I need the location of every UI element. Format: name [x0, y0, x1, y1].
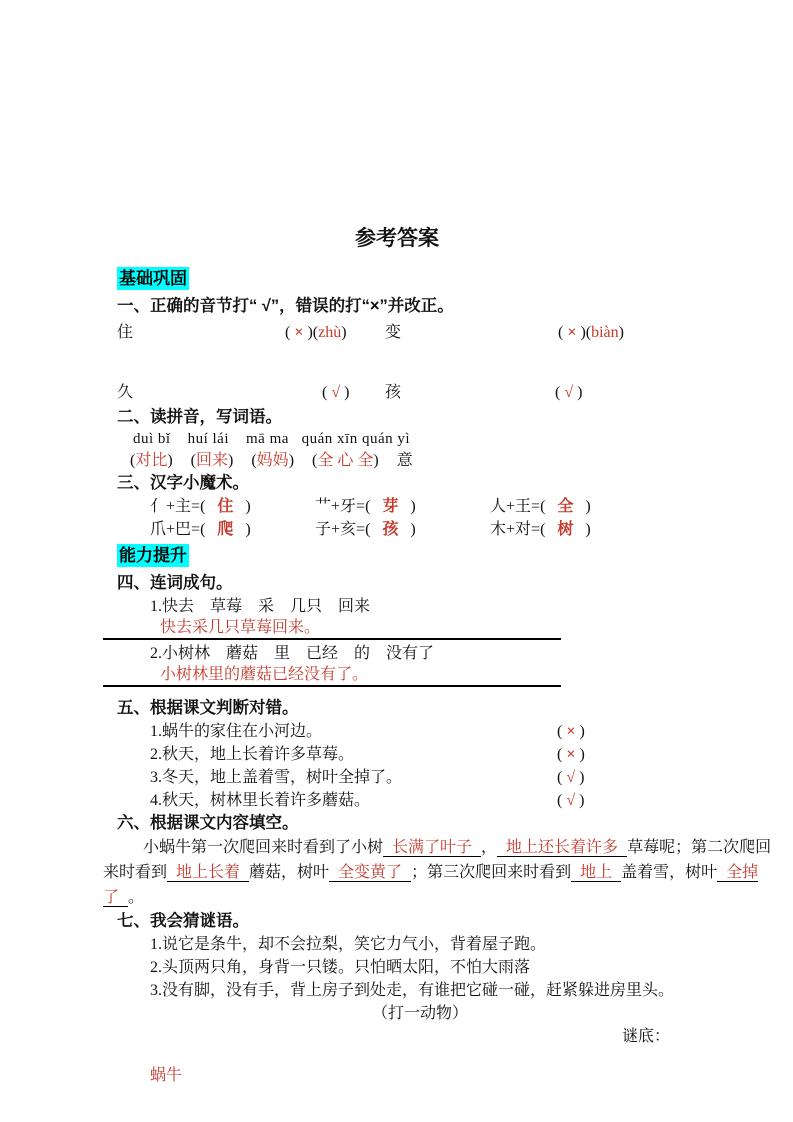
paren-open: (: [540, 521, 546, 538]
cross-mark: ×: [294, 324, 304, 341]
char-equation: 子+亥=: [315, 521, 366, 538]
badge-row-basic: [117, 267, 757, 290]
q5-item: [150, 720, 757, 743]
q2-tail-char: 意: [396, 452, 413, 469]
paren-open: (: [365, 521, 371, 538]
blank-answer: 全变黄了: [338, 864, 403, 881]
paren-close: ): [410, 521, 416, 538]
q1-answer-group1: [285, 321, 347, 344]
pinyin-correction: biàn: [591, 324, 619, 341]
fill-blank: [167, 864, 249, 882]
q5-item: [150, 743, 757, 766]
paragraph-text: 。: [128, 889, 145, 906]
word-answer: 全 心 全: [317, 452, 374, 469]
paren-open: (: [557, 769, 563, 786]
riddle-hint: （打一动物）: [372, 1005, 469, 1022]
q1-heading: 一、正确的音节打“ √”，错误的打“×”并改正。: [117, 297, 454, 315]
q1-word4: 孩: [385, 384, 402, 401]
paren-open: (: [312, 452, 318, 469]
q1-word1: 住: [117, 324, 134, 341]
q2-pinyin-row: duì bǐ huí lái mā ma quán xīn quán yì: [133, 431, 411, 447]
q3-cell: [315, 495, 416, 518]
word-answer: 妈妈: [256, 452, 289, 469]
q7-heading: 七、我会猜谜语。: [117, 912, 249, 930]
char-equation: 亻+主=: [150, 498, 201, 515]
cross-mark: ×: [566, 746, 576, 763]
char-answer: 孩: [382, 521, 399, 538]
judge-mark-group: [557, 789, 584, 812]
paren-close: ): [580, 324, 586, 341]
paren-close: ): [579, 769, 585, 786]
paren-open: (: [285, 324, 291, 341]
statement-text: 3.冬天，地上盖着雪，树叶全掉了。: [150, 769, 403, 786]
document-content: [103, 226, 772, 1087]
cross-mark: ×: [567, 324, 577, 341]
paren-open: (: [558, 324, 564, 341]
check-mark: √: [566, 769, 576, 786]
fill-blank: [497, 839, 627, 857]
blank-answer: 地上: [580, 864, 613, 881]
paren-open: (: [130, 452, 136, 469]
section-badge-advanced: 能力提升: [119, 546, 187, 565]
word-answer: 对比: [135, 452, 168, 469]
paren-close: ): [585, 521, 591, 538]
paren-open: (: [251, 452, 257, 469]
paren-close: ): [373, 452, 379, 469]
sentence-answer: 小树林里的蘑菇已经没有了。: [160, 666, 369, 683]
paren-close: ): [579, 746, 585, 763]
q1-row1: [117, 321, 757, 344]
q6-fill-in-paragraph: [103, 835, 781, 910]
badge-row-advanced: [117, 544, 757, 567]
riddle-answer-label: 谜底：: [622, 1028, 671, 1045]
check-mark: √: [566, 792, 576, 809]
q1-answer-group4: [555, 381, 582, 404]
q3-row2: [150, 518, 757, 541]
paren-open: (: [585, 324, 592, 341]
fill-blank: [571, 864, 621, 882]
q2-answer-row: [130, 450, 757, 472]
q3-cell: [150, 495, 251, 518]
sentence-answer: 快去采几只草莓回来。: [160, 619, 321, 636]
riddle-line: 1.说它是条牛，却不会拉梨，笑它力气小，背着屋子跑。: [150, 936, 547, 953]
char-equation: 艹+牙=: [315, 498, 366, 515]
pinyin-correction: zhù: [318, 324, 342, 341]
paren-close: ): [577, 384, 583, 401]
paren-close: ): [245, 498, 251, 515]
paren-open: (: [557, 723, 563, 740]
fill-blank: [383, 839, 481, 857]
char-answer: 爬: [217, 521, 234, 538]
q2-answer-3: [251, 452, 294, 469]
paren-close: ): [618, 324, 624, 341]
q4-item1-answer-line: [103, 618, 561, 640]
paren-open: (: [200, 498, 206, 515]
char-equation: 人+王=: [490, 498, 541, 515]
char-equation: 爪+巴=: [150, 521, 201, 538]
paren-close: ): [344, 384, 350, 401]
q2-answer-2: [191, 452, 234, 469]
q5-item: [150, 789, 757, 812]
q5-item: [150, 766, 757, 789]
q1-row2: [117, 381, 757, 404]
char-answer: 芽: [382, 498, 399, 515]
paren-open: (: [322, 384, 328, 401]
q2-heading: 二、读拼音，写词语。: [117, 408, 282, 426]
paragraph-text: 草莓呢；第二次爬回来时看到: [103, 839, 772, 881]
q3-cell: [490, 518, 591, 541]
paragraph-text: ；第三次爬回来时看到: [411, 864, 572, 881]
statement-text: 2.秋天，地上长着许多草莓。: [150, 746, 355, 763]
blank-answer: 长满了叶子: [392, 839, 473, 856]
char-answer: 住: [217, 498, 234, 515]
paren-open: (: [555, 384, 561, 401]
q3-cell: [490, 495, 591, 518]
q1-word2: 变: [385, 324, 402, 341]
paren-close: ): [585, 498, 591, 515]
riddle-line: 3.没有脚，没有手，背上房子到处走，有谁把它碰一碰，赶紧躲进房里头。: [150, 982, 675, 999]
q1-answer-group3: [322, 381, 349, 404]
q4-heading: 四、连词成句。: [117, 574, 233, 592]
judge-mark-group: [557, 743, 585, 766]
check-mark: √: [564, 384, 574, 401]
paren-close: ): [228, 452, 234, 469]
q3-row1: [150, 495, 757, 518]
q5-heading: 五、根据课文判断对错。: [117, 699, 299, 717]
page-title: 参考答案: [355, 227, 439, 250]
q6-heading: 六、根据课文内容填空。: [117, 814, 299, 832]
paren-open: (: [200, 521, 206, 538]
judge-mark-group: [557, 766, 584, 789]
check-mark: √: [331, 384, 341, 401]
paren-open: (: [557, 792, 563, 809]
statement-text: 1.蜗牛的家住在小河边。: [150, 723, 323, 740]
q1-answer-group2: [558, 321, 624, 344]
q3-cell: [150, 518, 251, 541]
q3-heading: 三、汉字小魔术。: [117, 474, 249, 492]
paren-open: (: [190, 452, 196, 469]
q4-item1-words: 1.快去 草莓 采 几只 回来: [150, 598, 371, 615]
paren-close: ): [341, 324, 347, 341]
blank-answer: 全掉了: [103, 864, 759, 906]
char-answer: 全: [557, 498, 574, 515]
paragraph-text: 小蜗牛第一次爬回来时看到了小树: [143, 839, 384, 856]
paren-close: ): [245, 521, 251, 538]
char-equation: 木+对=: [490, 521, 541, 538]
q4-item2-answer-line: [103, 665, 561, 687]
statement-text: 4.秋天，树林里长着许多蘑菇。: [150, 792, 371, 809]
paren-open: (: [312, 324, 319, 341]
q2-answer-1: [130, 452, 173, 469]
char-answer: 树: [557, 521, 574, 538]
paragraph-text: ，: [481, 839, 498, 856]
word-answer: 回来: [196, 452, 229, 469]
q3-cell: [315, 518, 416, 541]
paren-open: (: [365, 498, 371, 515]
paren-close: ): [410, 498, 416, 515]
blank-answer: 地上长着: [176, 864, 241, 881]
judge-mark-group: [557, 720, 585, 743]
q2-answer-4: [312, 452, 379, 469]
fill-blank: [329, 864, 411, 882]
riddle-line: 2.头顶两只角，身背一只镂。只怕晒太阳，不怕大雨落: [150, 959, 531, 976]
paren-close: ): [579, 723, 585, 740]
q1-word3: 久: [117, 384, 134, 401]
paren-open: (: [557, 746, 563, 763]
paragraph-text: 盖着雪，树叶: [621, 864, 718, 881]
section-badge-basic: 基础巩固: [119, 269, 187, 288]
paren-open: (: [540, 498, 546, 515]
blank-answer: 地上还长着许多: [506, 839, 619, 856]
paren-close: ): [288, 452, 295, 469]
paren-close: ): [579, 792, 585, 809]
riddle-answer: 蜗牛: [150, 1067, 183, 1084]
paren-close: ): [307, 324, 313, 341]
cross-mark: ×: [566, 723, 576, 740]
paren-close: ): [167, 452, 173, 469]
paragraph-text: 蘑菇，树叶: [249, 864, 330, 881]
q4-item2-words: 2.小树林 蘑菇 里 已经 的 没有了: [150, 645, 435, 662]
